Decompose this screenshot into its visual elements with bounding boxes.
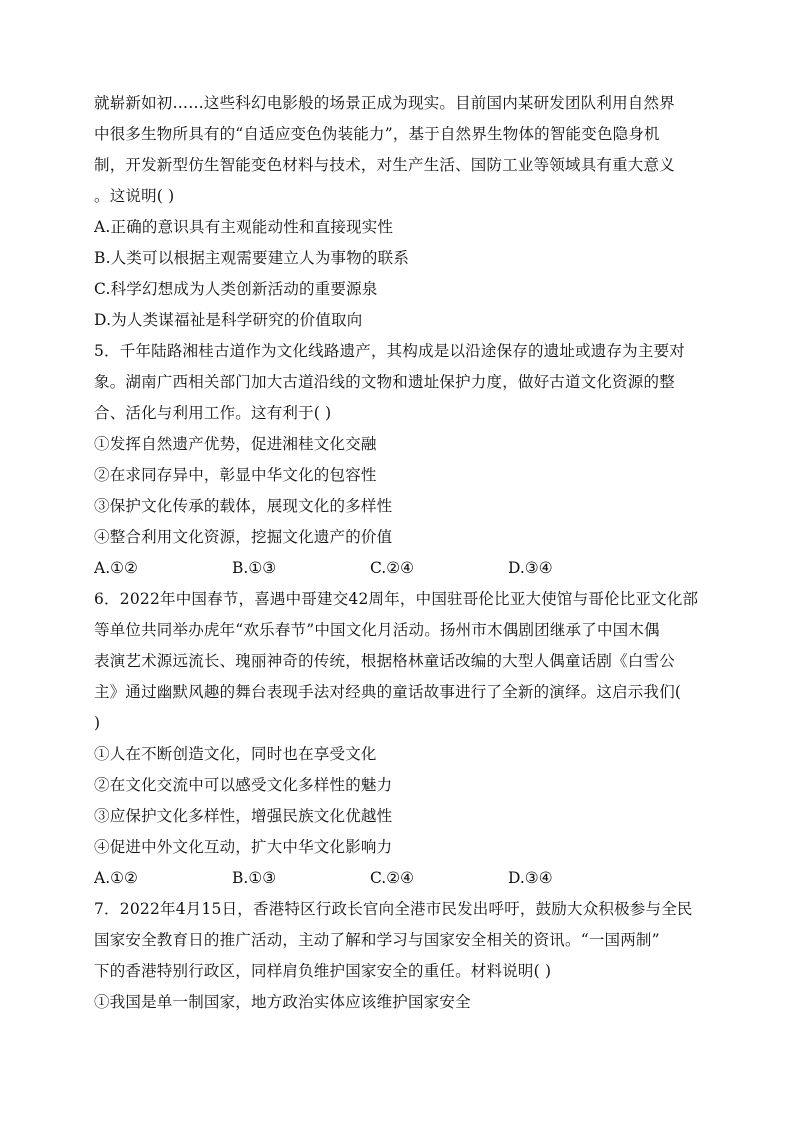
q4-option-d: D.为人类谋福祉是科学研究的价值取向 xyxy=(94,311,363,329)
q5-stem-line-2: 象。湖南广西相关部门加大古道沿线的文物和遗址保护力度，做好古道文化资源的整 xyxy=(94,373,675,391)
question-6 xyxy=(94,584,706,894)
q5-choice-b: B.①③ xyxy=(232,559,277,577)
q6-statement-3: ③应保护文化多样性，增强民族文化优越性 xyxy=(94,807,393,825)
q6-choice-d: D.③④ xyxy=(508,869,553,887)
q5-stem-line-3: 合、活化与利用工作。这有利于( ) xyxy=(94,404,332,422)
q7-stem-line-3: 下的香港特别行政区，同样肩负维护国家安全的重任。材料说明( ) xyxy=(94,962,552,980)
q6-stem-line-2: 等单位共同举办虎年“欢乐春节”中国文化月活动。扬州市木偶剧团继承了中国木偶 xyxy=(94,621,660,639)
q5-statement-1: ①发挥自然遗产优势，促进湘桂文化交融 xyxy=(94,435,377,453)
q5-stem-line-1: 5．千年陆路湘桂古道作为文化线路遗产，其构成是以沿途保存的遗址或遗存为主要对 xyxy=(94,342,685,360)
q6-choice-b: B.①③ xyxy=(232,869,277,887)
q5-choices xyxy=(94,553,706,584)
q4-stem-line-2: 中很多生物所具有的“自适应变色伪装能力”，基于自然界生物体的智能变色隐身机 xyxy=(94,125,660,143)
q6-choices xyxy=(94,863,706,894)
q5-statement-4: ④整合利用文化资源，挖掘文化遗产的价值 xyxy=(94,528,393,546)
q4-option-c: C.科学幻想成为人类创新活动的重要源泉 xyxy=(94,280,378,298)
q5-choice-a: A.①② xyxy=(94,559,138,577)
q6-stem-line-1: 6．2022年中国春节，喜遇中哥建交42周年，中国驻哥伦比亚大使馆与哥伦比亚文化部 xyxy=(94,590,699,608)
q6-statement-2: ②在文化交流中可以感受文化多样性的魅力 xyxy=(94,776,393,794)
q5-statement-3: ③保护文化传承的载体，展现文化的多样性 xyxy=(94,497,393,515)
q6-stem-line-3: 表演艺术源远流长、瑰丽神奇的传统，根据格林童话改编的大型人偶童话剧《白雪公 xyxy=(94,652,675,670)
q4-stem-line-3: 制，开发新型仿生智能变色材料与技术，对生产生活、国防工业等领域具有重大意义 xyxy=(94,156,675,174)
q6-choice-c: C.②④ xyxy=(370,869,415,887)
q4-option-b: B.人类可以根据主观需要建立人为事物的联系 xyxy=(94,249,410,267)
q6-stem-line-5: ) xyxy=(94,714,101,732)
q5-statement-2: ②在求同存异中，彰显中华文化的包容性 xyxy=(94,466,377,484)
q6-statement-4: ④促进中外文化互动，扩大中华文化影响力 xyxy=(94,838,393,856)
q4-option-a: A.正确的意识具有主观能动性和直接现实性 xyxy=(94,218,394,236)
q5-choice-c: C.②④ xyxy=(370,559,415,577)
q6-choice-a: A.①② xyxy=(94,869,138,887)
q7-statement-1: ①我国是单一制国家，地方政治实体应该维护国家安全 xyxy=(94,993,471,1011)
q6-statement-1: ①人在不断创造文化，同时也在享受文化 xyxy=(94,745,377,763)
q4-stem-line-4: 。这说明( ) xyxy=(94,187,175,205)
q5-choice-d: D.③④ xyxy=(508,559,553,577)
question-4 xyxy=(94,88,706,336)
question-7 xyxy=(94,894,706,1018)
q6-stem-line-4: 主》通过幽默风趣的舞台表现手法对经典的童话故事进行了全新的演绎。这启示我们( xyxy=(94,683,682,701)
q4-stem-line-1: 就崭新如初……这些科幻电影般的场景正成为现实。目前国内某研发团队利用自然界 xyxy=(94,94,675,112)
q7-stem-line-2: 国家安全教育日的推广活动，主动了解和学习与国家安全相关的资讯。“一国两制” xyxy=(94,931,660,949)
question-5 xyxy=(94,336,706,584)
q7-stem-line-1: 7．2022年4月15日，香港特区行政长官向全港市民发出呼吁，鼓励大众积极参与全民 xyxy=(94,900,693,918)
document-page xyxy=(94,88,706,1018)
